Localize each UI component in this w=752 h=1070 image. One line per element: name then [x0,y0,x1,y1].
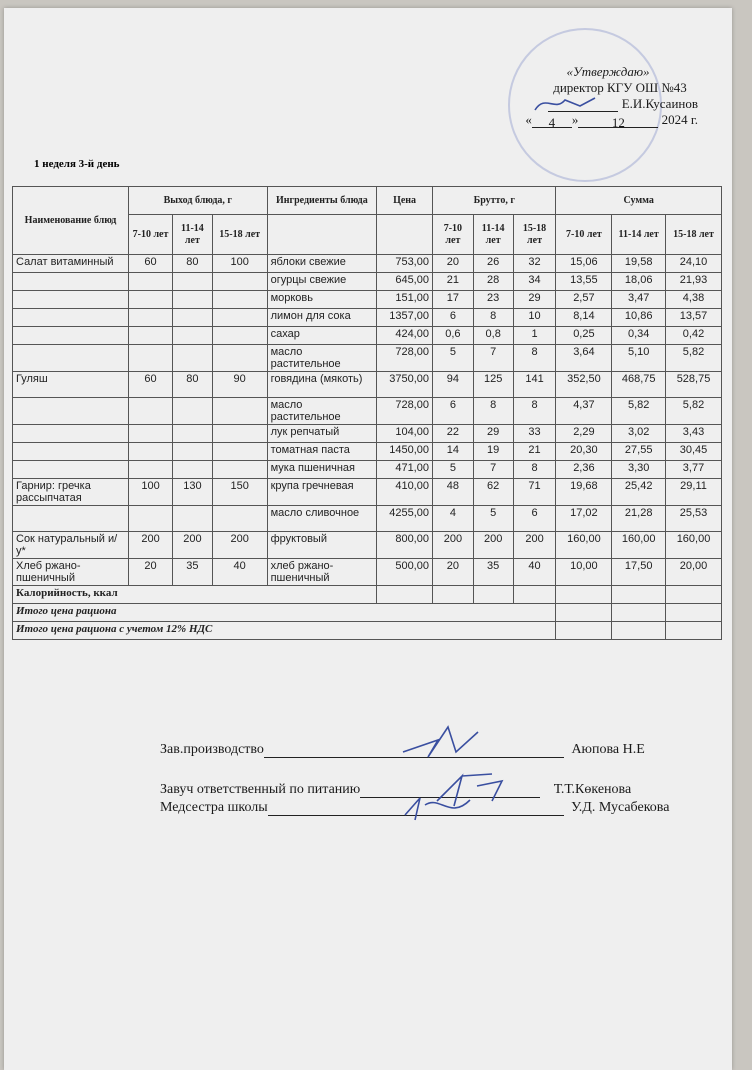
output-15-18 [212,425,267,443]
brutto-11-14: 5 [473,506,513,532]
sum-7-10: 15,06 [556,255,612,273]
sum-15-18: 3,43 [666,425,722,443]
sum-7-10: 8,14 [556,309,612,327]
header-price: Цена [377,187,433,215]
ingredient: масло растительное [267,345,377,372]
price: 151,00 [377,291,433,309]
brutto-15-18: 10 [513,309,556,327]
sum-15-18: 29,11 [666,479,722,506]
header-age: 7-10 лет [129,215,173,255]
ingredient: сахар [267,327,377,345]
price: 410,00 [377,479,433,506]
output-7-10 [129,506,173,532]
output-11-14 [173,273,213,291]
brutto-11-14: 28 [473,273,513,291]
brutto-15-18: 141 [513,372,556,398]
table-row [13,479,722,506]
output-7-10: 100 [129,479,173,506]
brutto-15-18: 71 [513,479,556,506]
brutto-11-14: 7 [473,461,513,479]
brutto-7-10: 17 [432,291,473,309]
dish-name [13,506,129,532]
price: 645,00 [377,273,433,291]
table-row [13,309,722,327]
sum-15-18: 30,45 [666,443,722,461]
output-7-10 [129,291,173,309]
price: 1357,00 [377,309,433,327]
output-7-10: 20 [129,559,173,586]
sum-11-14: 10,86 [612,309,666,327]
brutto-15-18: 1 [513,327,556,345]
output-11-14 [173,327,213,345]
approval-position: директор КГУ ОШ №43 [553,80,687,95]
header-age: 15-18 лет [212,215,267,255]
sum-7-10: 2,29 [556,425,612,443]
output-7-10: 200 [129,532,173,559]
dish-name [13,398,129,425]
header-blank [377,215,433,255]
sum-15-18: 4,38 [666,291,722,309]
dish-name: Гуляш [13,372,129,398]
table-row [13,532,722,559]
dish-name [13,461,129,479]
total-vat-row-label: Итого цена рациона с учетом 12% НДС [13,622,556,640]
sum-11-14: 3,02 [612,425,666,443]
table-row [13,461,722,479]
sum-7-10: 2,57 [556,291,612,309]
brutto-7-10: 5 [432,461,473,479]
sum-7-10: 19,68 [556,479,612,506]
table-row [13,398,722,425]
table-row [13,425,722,443]
day-label: 1 неделя 3-й день [34,158,120,170]
brutto-11-14: 23 [473,291,513,309]
output-7-10 [129,425,173,443]
sum-15-18: 13,57 [666,309,722,327]
output-15-18: 150 [212,479,267,506]
output-7-10 [129,461,173,479]
brutto-7-10: 6 [432,309,473,327]
sum-7-10: 17,02 [556,506,612,532]
signature-row-2: Завуч ответственный по питанию Т.Т.Көкенова [160,782,632,797]
sum-15-18: 20,00 [666,559,722,586]
price: 728,00 [377,345,433,372]
brutto-7-10: 48 [432,479,473,506]
handwritten-signature-3 [400,790,480,825]
ingredient: морковь [267,291,377,309]
brutto-7-10: 0,6 [432,327,473,345]
brutto-15-18: 21 [513,443,556,461]
output-11-14: 130 [173,479,213,506]
output-11-14 [173,425,213,443]
table-row [13,506,722,532]
sum-15-18: 24,10 [666,255,722,273]
price: 500,00 [377,559,433,586]
header-age: 15-18 лет [513,215,556,255]
brutto-11-14: 200 [473,532,513,559]
brutto-15-18: 29 [513,291,556,309]
sum-7-10: 2,36 [556,461,612,479]
brutto-11-14: 62 [473,479,513,506]
sum-15-18: 25,53 [666,506,722,532]
sum-11-14: 27,55 [612,443,666,461]
price: 4255,00 [377,506,433,532]
brutto-15-18: 40 [513,559,556,586]
output-11-14 [173,309,213,327]
brutto-11-14: 35 [473,559,513,586]
dish-name: Гарнир: гречка рассыпчатая [13,479,129,506]
output-15-18 [212,309,267,327]
approval-name: Е.И.Кусаинов [498,96,698,112]
table-row [13,273,722,291]
output-7-10 [129,398,173,425]
output-15-18: 200 [212,532,267,559]
sum-11-14: 160,00 [612,532,666,559]
sum-11-14: 25,42 [612,479,666,506]
sum-11-14: 0,34 [612,327,666,345]
price: 424,00 [377,327,433,345]
table-row [13,372,722,398]
dish-name [13,273,129,291]
sum-15-18: 528,75 [666,372,722,398]
dish-name [13,443,129,461]
header-age: 11-14 лет [473,215,513,255]
brutto-7-10: 5 [432,345,473,372]
sum-11-14: 17,50 [612,559,666,586]
brutto-15-18: 8 [513,461,556,479]
sum-7-10: 20,30 [556,443,612,461]
approval-date: « 4 » 12 2024 г. [525,112,698,130]
sum-7-10: 13,55 [556,273,612,291]
dish-name: Хлеб ржано-пшеничный [13,559,129,586]
output-11-14: 80 [173,372,213,398]
brutto-15-18: 34 [513,273,556,291]
ingredient: огурцы свежие [267,273,377,291]
brutto-7-10: 21 [432,273,473,291]
sum-15-18: 160,00 [666,532,722,559]
output-15-18 [212,273,267,291]
brutto-11-14: 0,8 [473,327,513,345]
ingredient: масло растительное [267,398,377,425]
table-row [13,291,722,309]
output-15-18 [212,398,267,425]
signature-row-3: Медсестра школы У.Д. Мусабекова [160,800,670,815]
dish-name: Сок натуральный и/у* [13,532,129,559]
dish-name: Салат витаминный [13,255,129,273]
brutto-7-10: 14 [432,443,473,461]
ingredient: мука пшеничная [267,461,377,479]
sum-11-14: 19,58 [612,255,666,273]
output-15-18 [212,506,267,532]
output-11-14: 200 [173,532,213,559]
output-7-10: 60 [129,255,173,273]
header-brutto: Брутто, г [432,187,556,215]
output-15-18: 90 [212,372,267,398]
output-11-14: 80 [173,255,213,273]
sum-15-18: 21,93 [666,273,722,291]
brutto-11-14: 8 [473,398,513,425]
brutto-15-18: 6 [513,506,556,532]
sum-15-18: 0,42 [666,327,722,345]
output-11-14 [173,506,213,532]
sum-11-14: 5,82 [612,398,666,425]
brutto-11-14: 26 [473,255,513,273]
brutto-11-14: 29 [473,425,513,443]
ingredient: томатная паста [267,443,377,461]
output-11-14 [173,461,213,479]
sum-7-10: 4,37 [556,398,612,425]
brutto-11-14: 125 [473,372,513,398]
output-7-10: 60 [129,372,173,398]
brutto-15-18: 33 [513,425,556,443]
header-age: 7-10 лет [432,215,473,255]
output-15-18 [212,461,267,479]
ingredient: масло сливочное [267,506,377,532]
output-15-18: 100 [212,255,267,273]
brutto-15-18: 8 [513,345,556,372]
header-name: Наименование блюд [13,187,129,255]
price: 471,00 [377,461,433,479]
price: 800,00 [377,532,433,559]
output-15-18 [212,345,267,372]
brutto-7-10: 200 [432,532,473,559]
brutto-7-10: 22 [432,425,473,443]
sum-7-10: 0,25 [556,327,612,345]
sum-15-18: 5,82 [666,345,722,372]
output-11-14: 35 [173,559,213,586]
brutto-11-14: 19 [473,443,513,461]
output-15-18 [212,443,267,461]
brutto-15-18: 8 [513,398,556,425]
ingredient: говядина (мякоть) [267,372,377,398]
ingredient: фруктовый [267,532,377,559]
output-11-14 [173,345,213,372]
brutto-7-10: 4 [432,506,473,532]
table-row [13,327,722,345]
dish-name [13,345,129,372]
sum-11-14: 3,30 [612,461,666,479]
table-row [13,559,722,586]
price: 1450,00 [377,443,433,461]
header-ingredients: Ингредиенты блюда [267,187,377,215]
sum-7-10: 160,00 [556,532,612,559]
sum-7-10: 352,50 [556,372,612,398]
output-11-14 [173,291,213,309]
ingredient: лук репчатый [267,425,377,443]
sum-11-14: 5,10 [612,345,666,372]
sum-7-10: 3,64 [556,345,612,372]
brutto-11-14: 8 [473,309,513,327]
dish-name [13,309,129,327]
header-age: 11-14 лет [173,215,213,255]
output-15-18 [212,291,267,309]
dish-name [13,425,129,443]
table-row [13,345,722,372]
output-15-18 [212,327,267,345]
sum-15-18: 5,82 [666,398,722,425]
brutto-15-18: 32 [513,255,556,273]
table-row [13,255,722,273]
price: 104,00 [377,425,433,443]
output-15-18: 40 [212,559,267,586]
total-row-label: Итого цена рациона [13,604,556,622]
brutto-15-18: 200 [513,532,556,559]
output-11-14 [173,398,213,425]
dish-name [13,327,129,345]
ingredient: хлеб ржано-пшеничный [267,559,377,586]
handwritten-signature-approval [530,92,600,117]
output-7-10 [129,273,173,291]
signature-row-1: Зав.производство Аюпова Н.Е [160,742,645,757]
header-output: Выход блюда, г [129,187,268,215]
brutto-7-10: 20 [432,255,473,273]
brutto-7-10: 94 [432,372,473,398]
output-7-10 [129,345,173,372]
output-7-10 [129,327,173,345]
price: 728,00 [377,398,433,425]
approval-title: «Утверждаю» [566,64,650,79]
output-7-10 [129,443,173,461]
sum-7-10: 10,00 [556,559,612,586]
header-blank [267,215,377,255]
handwritten-signature-1 [398,722,488,762]
brutto-11-14: 7 [473,345,513,372]
ingredient: яблоки свежие [267,255,377,273]
price: 3750,00 [377,372,433,398]
sum-11-14: 21,28 [612,506,666,532]
header-age: 11-14 лет [612,215,666,255]
header-sum: Сумма [556,187,722,215]
dish-name [13,291,129,309]
header-age: 15-18 лет [666,215,722,255]
header-age: 7-10 лет [556,215,612,255]
table-row [13,443,722,461]
output-7-10 [129,309,173,327]
output-11-14 [173,443,213,461]
brutto-7-10: 20 [432,559,473,586]
price: 753,00 [377,255,433,273]
ingredient: крупа гречневая [267,479,377,506]
sum-11-14: 3,47 [612,291,666,309]
calories-row-label: Калорийность, ккал [13,586,377,604]
sum-15-18: 3,77 [666,461,722,479]
brutto-7-10: 6 [432,398,473,425]
sum-11-14: 18,06 [612,273,666,291]
ingredient: лимон для сока [267,309,377,327]
menu-table [12,186,722,640]
sum-11-14: 468,75 [612,372,666,398]
